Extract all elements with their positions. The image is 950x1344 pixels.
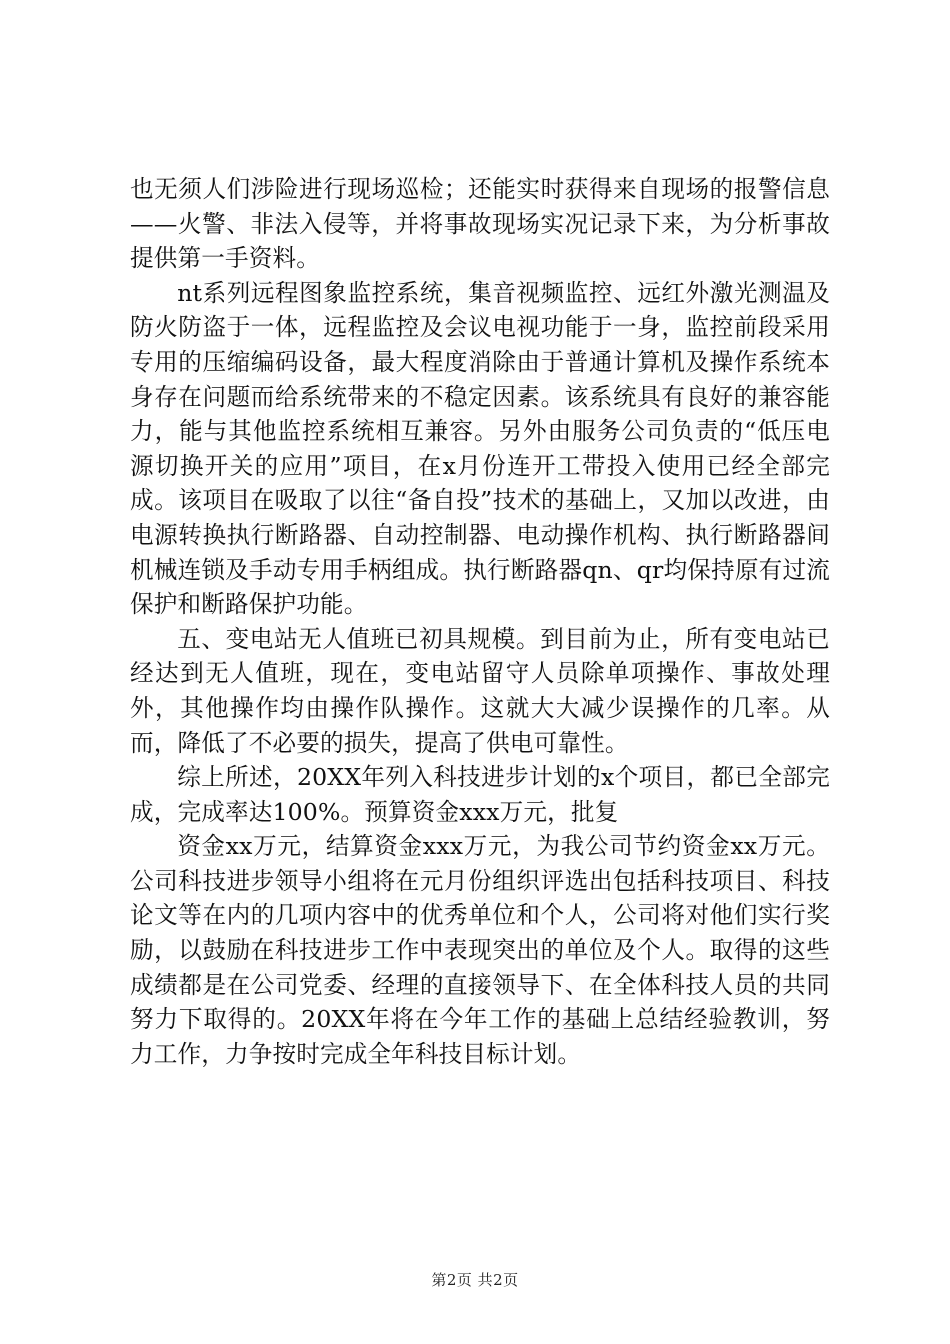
paragraph-1: 也无须人们涉险进行现场巡检；还能实时获得来自现场的报警信息——火警、非法入侵等，并将事故现场实况记录下来，为分析事故提供第一手资料。 <box>130 175 830 273</box>
document-body <box>130 172 830 1071</box>
paragraph-2: nt系列远程图象监控系统，集音视频监控、远红外激光测温及防火防盗于一体，远程监控及会议电视功能于一身，监控前段采用专用的压缩编码设备，最大程度消除由于普通计算机及操作系统本身存在问题而给系统带来的不稳定因素。该系统具有良好的兼容能力，能与其他监控系统相互兼容。另外由服务公司负责的“低压电源切换开关的应用”项目，在x月份连开工带投入使用已经全部完成。该项目在吸取了以往“备自投”技术的基础上，又加以改进，由电源转换执行断路器、自动控制器、电动操作机构、执行断路器间机械连锁及手动专用手柄组成。执行断路器qn、qr均保持原有过流保护和断路保护功能。 <box>130 278 830 619</box>
paragraph-3: 五、变电站无人值班已初具规模。到目前为止，所有变电站已经达到无人值班，现在，变电站留守人员除单项操作、事故处理外，其他操作均由操作队操作。这就大大减少误操作的几率。从而，降低了不必要的损失，提高了供电可靠性。 <box>130 624 830 757</box>
page-number-footer: 第2页 共2页 <box>431 1271 519 1289</box>
paragraph-4: 综上所述，20XX年列入科技进步计划的x个项目，都已全部完成，完成率达100%。预算资金xxx万元，批复 <box>130 763 830 826</box>
paragraph-5: 资金xx万元，结算资金xxx万元，为我公司节约资金xx万元。公司科技进步领导小组将在元月份组织评选出包括科技项目、科技论文等在内的几项内容中的优秀单位和个人，公司将对他们实行奖励，以鼓励在科技进步工作中表现突出的单位及个人。取得的这些成绩都是在公司党委、经理的直接领导下、在全体科技人员的共同努力下取得的。20XX年将在今年工作的基础上总结经验教训，努力工作，力争按时完成全年科技目标计划。 <box>130 832 830 1068</box>
